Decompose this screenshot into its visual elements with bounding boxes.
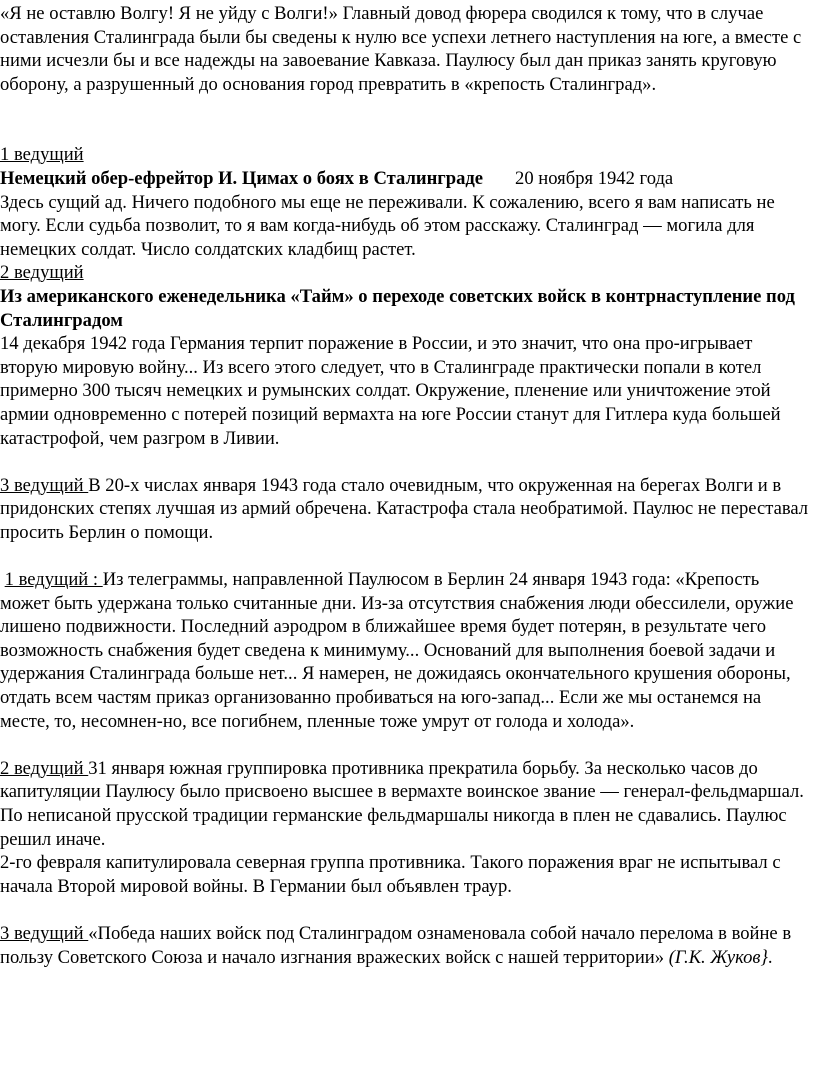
section-5-paragraph — [0, 757, 812, 851]
speaker-1-label: 1 ведущий — [0, 144, 84, 166]
section-2-title: Из американского еженедельника «Тайм» о переходе советских войск в контрнаступление под Сталинградом — [0, 285, 795, 331]
speaker-4-label: 1 ведущий : — [4, 569, 103, 591]
section-5-text-2: 2-го февраля капитулировала северная группа противника. Такого поражения враг не испытывал с начала Второй мировой войны. В Германии был объявлен траур. — [0, 852, 781, 897]
spacer — [0, 898, 812, 922]
end-period: . — [767, 946, 773, 968]
section-5-text: 31 января южная группировка противника прекратила борьбу. За несколько часов до капитуляции Паулюсу было присвоено высшее в вермахте воинское звание — генерал-фельдмаршал. По неписаной прусской традиции германские фельдмаршалы никогда в плен не сдавались. Паулюс решил иначе. — [0, 757, 804, 850]
section-1-text: Здесь сущий ад. Ничего подобного мы еще не переживали. К сожалению, всего я вам написать не могу. Если судьба позволит, то я вам когда-нибудь об этом расскажу. Сталинград — могила для немецких солдат. Число солдатских кладбищ растет. — [0, 191, 775, 260]
spacer — [0, 544, 812, 568]
section-3-paragraph — [0, 474, 812, 545]
speaker-6-label: 3 ведущий — [0, 922, 89, 944]
spacer — [0, 450, 812, 474]
spacer — [0, 96, 812, 143]
speaker-2-label: 2 ведущий — [0, 262, 84, 284]
section-4-paragraph — [0, 568, 812, 733]
section-4-text: Из телеграммы, направленной Паулюсом в Берлин 24 января 1943 года: «Крепость может быть удержана только считанные дни. Из-за отсутствия снабжения люди обессилели, оружие лишено подвижности. Последний аэродром в ближайшее время будет потерян, в результате чего возможность снабжения будет сведена к минимуму... Оснований для выполнения боевой задачи и удержания Сталинграда больше нет... Я намерен, не дожидаясь окончательного крушения обороны, отдать всем частям приказ организованно пробиваться на юго-запад... Если же мы останемся на месте, то, несомнен-но, все погибнем, пленные тоже умрут от голода и холода». — [0, 569, 794, 732]
section-1-title: Немецкий обер-ефрейтор И. Цимах о боях в Сталинграде — [0, 167, 484, 189]
speaker-5-label: 2 ведущий — [0, 757, 89, 779]
spacer — [0, 733, 812, 757]
section-2-text: 14 декабря 1942 года Германия терпит поражение в России, и это значит, что она про-игрывает вторую мировую войну... Из всего этого следует, что в Сталинграде практически попали в котел примерно 300 тысяч немецких и румынских солдат. Окружение, пленение или уничтожение этой армии одновременно с потерей позиций вермахта на юге России станут для Гитлера куда большей катастрофой, чем разгром в Ливии. — [0, 333, 781, 449]
section-1-heading — [0, 167, 812, 191]
speaker-3-label: 3 ведущий — [0, 474, 89, 496]
section-1-date: 20 ноября 1942 года — [515, 167, 674, 189]
quote-author: (Г.К. Жуков} — [668, 946, 768, 968]
intro-paragraph: «Я не оставлю Волгу! Я не уйду с Волги!» Главный довод фюрера сводился к тому, что в случае оставления Сталинграда были бы сведены к нулю все успехи летнего наступления на юге, а вместе с ними исчезли бы и все надежды на завоевание Кавказа. Паулюсу был дан приказ занять круговую оборону, а разрушенный до основания город превратить в «крепость Сталинград». — [0, 3, 802, 95]
section-3-text: В 20-х числах января 1943 года стало очевидным, что окруженная на берегах Волги и в придонских степях лучшая из армий обречена. Катастрофа стала необратимой. Паулюс не переставал просить Берлин о помощи. — [0, 474, 809, 543]
section-6-text: «Победа наших войск под Сталинградом ознаменовала собой начало перелома в войне в пользу Советского Союза и начало изгнания вражеских войск с нашей территории» — [0, 922, 792, 968]
section-6-paragraph — [0, 922, 812, 969]
